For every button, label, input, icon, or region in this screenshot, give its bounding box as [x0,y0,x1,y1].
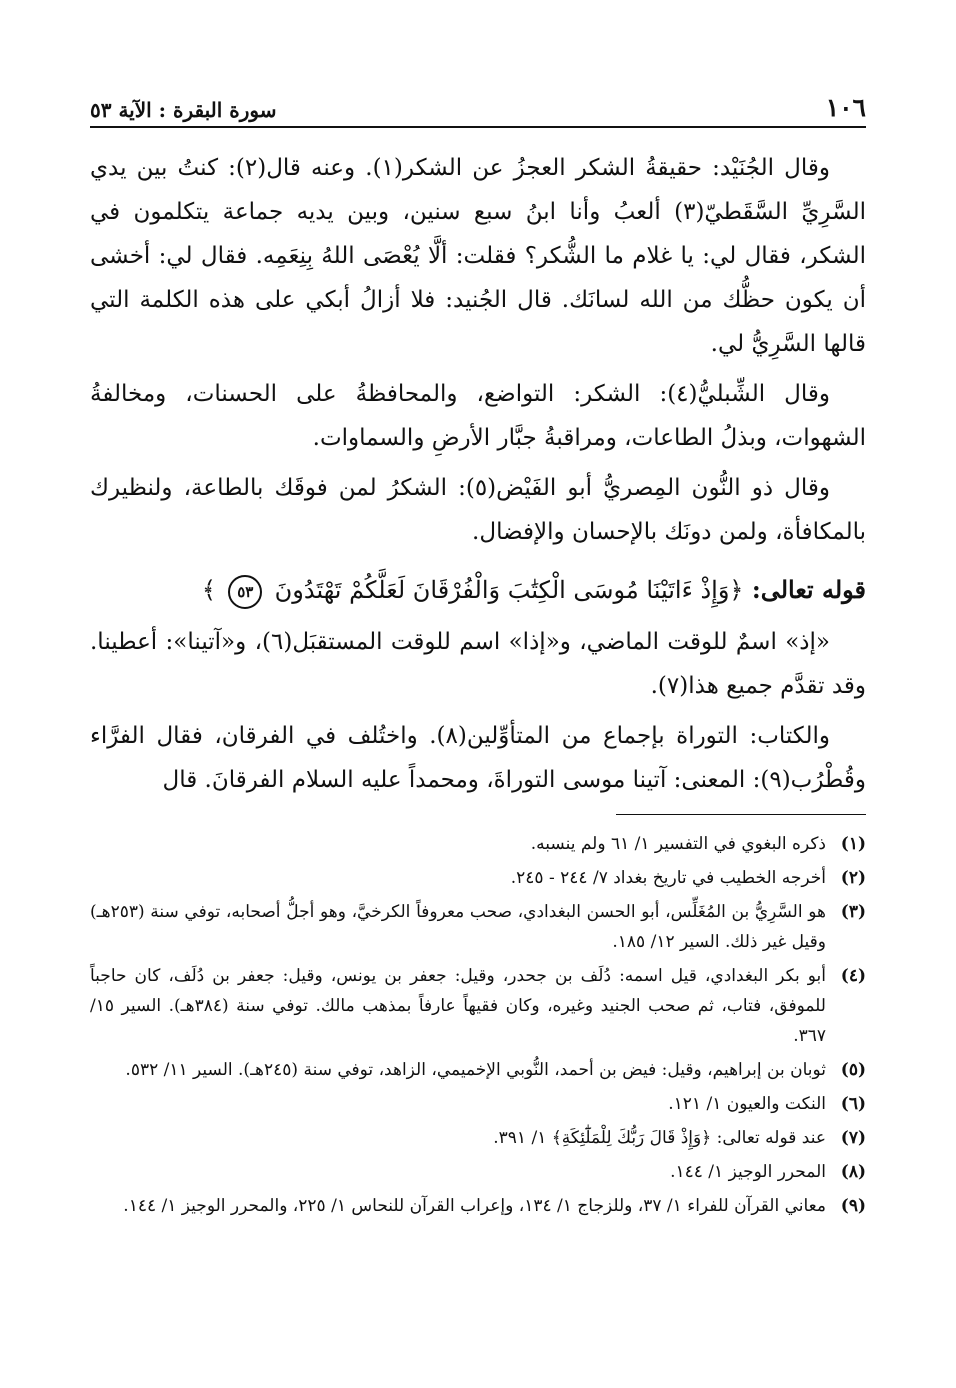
page [90,82,866,1225]
footnote-text: النكت والعيون ١/ ١٢١. [668,1094,826,1114]
footnote-text: أخرجه الخطيب في تاريخ بغداد ٧/ ٢٤٤ - ٢٤٥. [510,868,826,888]
footnote-5 [90,1055,866,1085]
footnote-number: (٦) [840,1094,866,1114]
footnotes [90,829,866,1221]
footnote-8 [90,1157,866,1187]
paragraph-kitab: والكتاب: التوراة بإجماع من المتأوِّلين(٨). واختُلف في الفرقان، فقال الفرَّاء وقُطْرُب(٩): المعنى: آتينا موسى التوراةَ، ومحمداً عليه السلام الفرقانَ. قال [90,723,866,793]
footnote-4 [90,961,866,1051]
footnote-text: معاني القرآن للفراء ١/ ٣٧، وللزجاج ١/ ١٣٤، وإعراب القرآن للنحاس ١/ ٢٢٥، والمحرر الوجيز ١/ ١٤٤. [123,1196,826,1216]
footnote-number: (٧) [840,1128,866,1148]
footnote-text: المحرر الوجيز ١/ ١٤٤. [670,1162,826,1182]
footnote-divider [616,814,866,815]
footnote-number: (٥) [840,1060,866,1080]
paragraph-dhun-nun: وقال ذو النُّون المِصريُّ أبو الفَيْض(٥): الشكرُ لمن فوقَك بالطاعة، ولنظيرك بالمكافأة، ولمن دونَك بالإحسان والإفضال. [90,475,866,545]
footnote-number: (١) [840,834,866,854]
footnote-number: (٩) [840,1196,866,1216]
verse-label: قوله تعالى: [751,575,866,604]
page-number: ١٠٦ [825,93,866,122]
footnote-1 [90,829,866,859]
footnote-number: (٢) [840,868,866,888]
footnote-number: (٨) [840,1162,866,1182]
page-header [90,82,866,128]
footnote-text: أبو بكر البغدادي، قيل اسمه: دُلَف بن جحدر، وقيل: جعفر بن يونس، وقيل: جعفر بن دُلَف، كان حاجباً للموفق، فتاب، ثم صحب الجنيد وغيره، وكان فقيهاً عارفاً بمذهب مالك. توفي سنة (٣٨٤هـ). السير ١٥/ ٣٦٧. [90,966,826,1046]
footnote-2 [90,863,866,893]
footnote-text: ذكره البغوي في التفسير ١/ ٦١ ولم ينسبه. [530,834,826,854]
footnote-9 [90,1191,866,1221]
footnote-text: ثوبان بن إبراهيم، وقيل: فيض بن أحمد، النُّوبي الإخميمي، الزاهد، توفي سنة (٢٤٥هـ). السير ١١/ ٥٣٢. [125,1060,826,1080]
footnote-number: (٣) [840,902,866,922]
quran-verse [90,568,866,612]
ayah-number-mark: ٥٣ [228,575,262,609]
verse-text: ﴿وَإِذْ ءَاتَيْنَا مُوسَى الْكِتَٰبَ وَالْفُرْقَانَ لَعَلَّكُمْ تَهْتَدُونَ [274,576,744,604]
footnote-7 [90,1123,866,1153]
footnote-text: عند قوله تعالى: ﴿وَإِذْ قَالَ رَبُّكَ لِلْمَلَٰٓئِكَةِ﴾ ١/ ٣٩١. [493,1128,826,1148]
footnote-text: هو السَّرِيُّ بن المُغَلِّس، أبو الحسن البغدادي، صحب معروفاً الكرخيَّ، وهو أجلُّ أصحابه، توفي سنة (٢٥٣هـ) وقيل غير ذلك. السير ١٢/ ١٨٥. [90,902,826,952]
footnote-number: (٤) [840,966,866,986]
footnote-6 [90,1089,866,1119]
paragraph-shibli: وقال الشِّبليُّ(٤): الشكر: التواضع، والمحافظةُ على الحسنات، ومخالفةُ الشهوات، وبذلُ الطاعات، ومراقبةُ جبَّار الأرضِ والسماوات. [90,381,866,451]
verse-close-bracket: ﴾ [201,576,216,604]
main-text [90,146,866,802]
paragraph-junayd: وقال الجُنَيْد: حقيقةُ الشكر العجزُ عن الشكر(١). وعنه قال(٢): كنتُ بين يدي السَّرِيِّ السَّقَطيّ(٣) ألعبُ وأنا ابنُ سبع سنين، وبين يديه جماعة يتكلمون في الشكر، فقال لي: يا غلام ما الشُّكر؟ فقلت: ألَّا يُعْصَى اللهُ بِنِعَمِه. فقال لي: أخشى أن يكون حظُّك من الله لسانَك. قال الجُنيد: فلا أزالُ أبكي على هذه الكلمة التي قالها السَّرِيُّ لي. [90,155,866,357]
running-title: سورة البقرة : الآية ٥٣ [90,98,277,122]
footnote-3 [90,897,866,957]
paragraph-idh: «إذ» اسمٌ للوقت الماضي، و«إذا» اسم للوقت المستقبَل(٦)، و«آتينا»: أعطينا. وقد تقدَّم جميع هذا(٧). [90,629,866,699]
